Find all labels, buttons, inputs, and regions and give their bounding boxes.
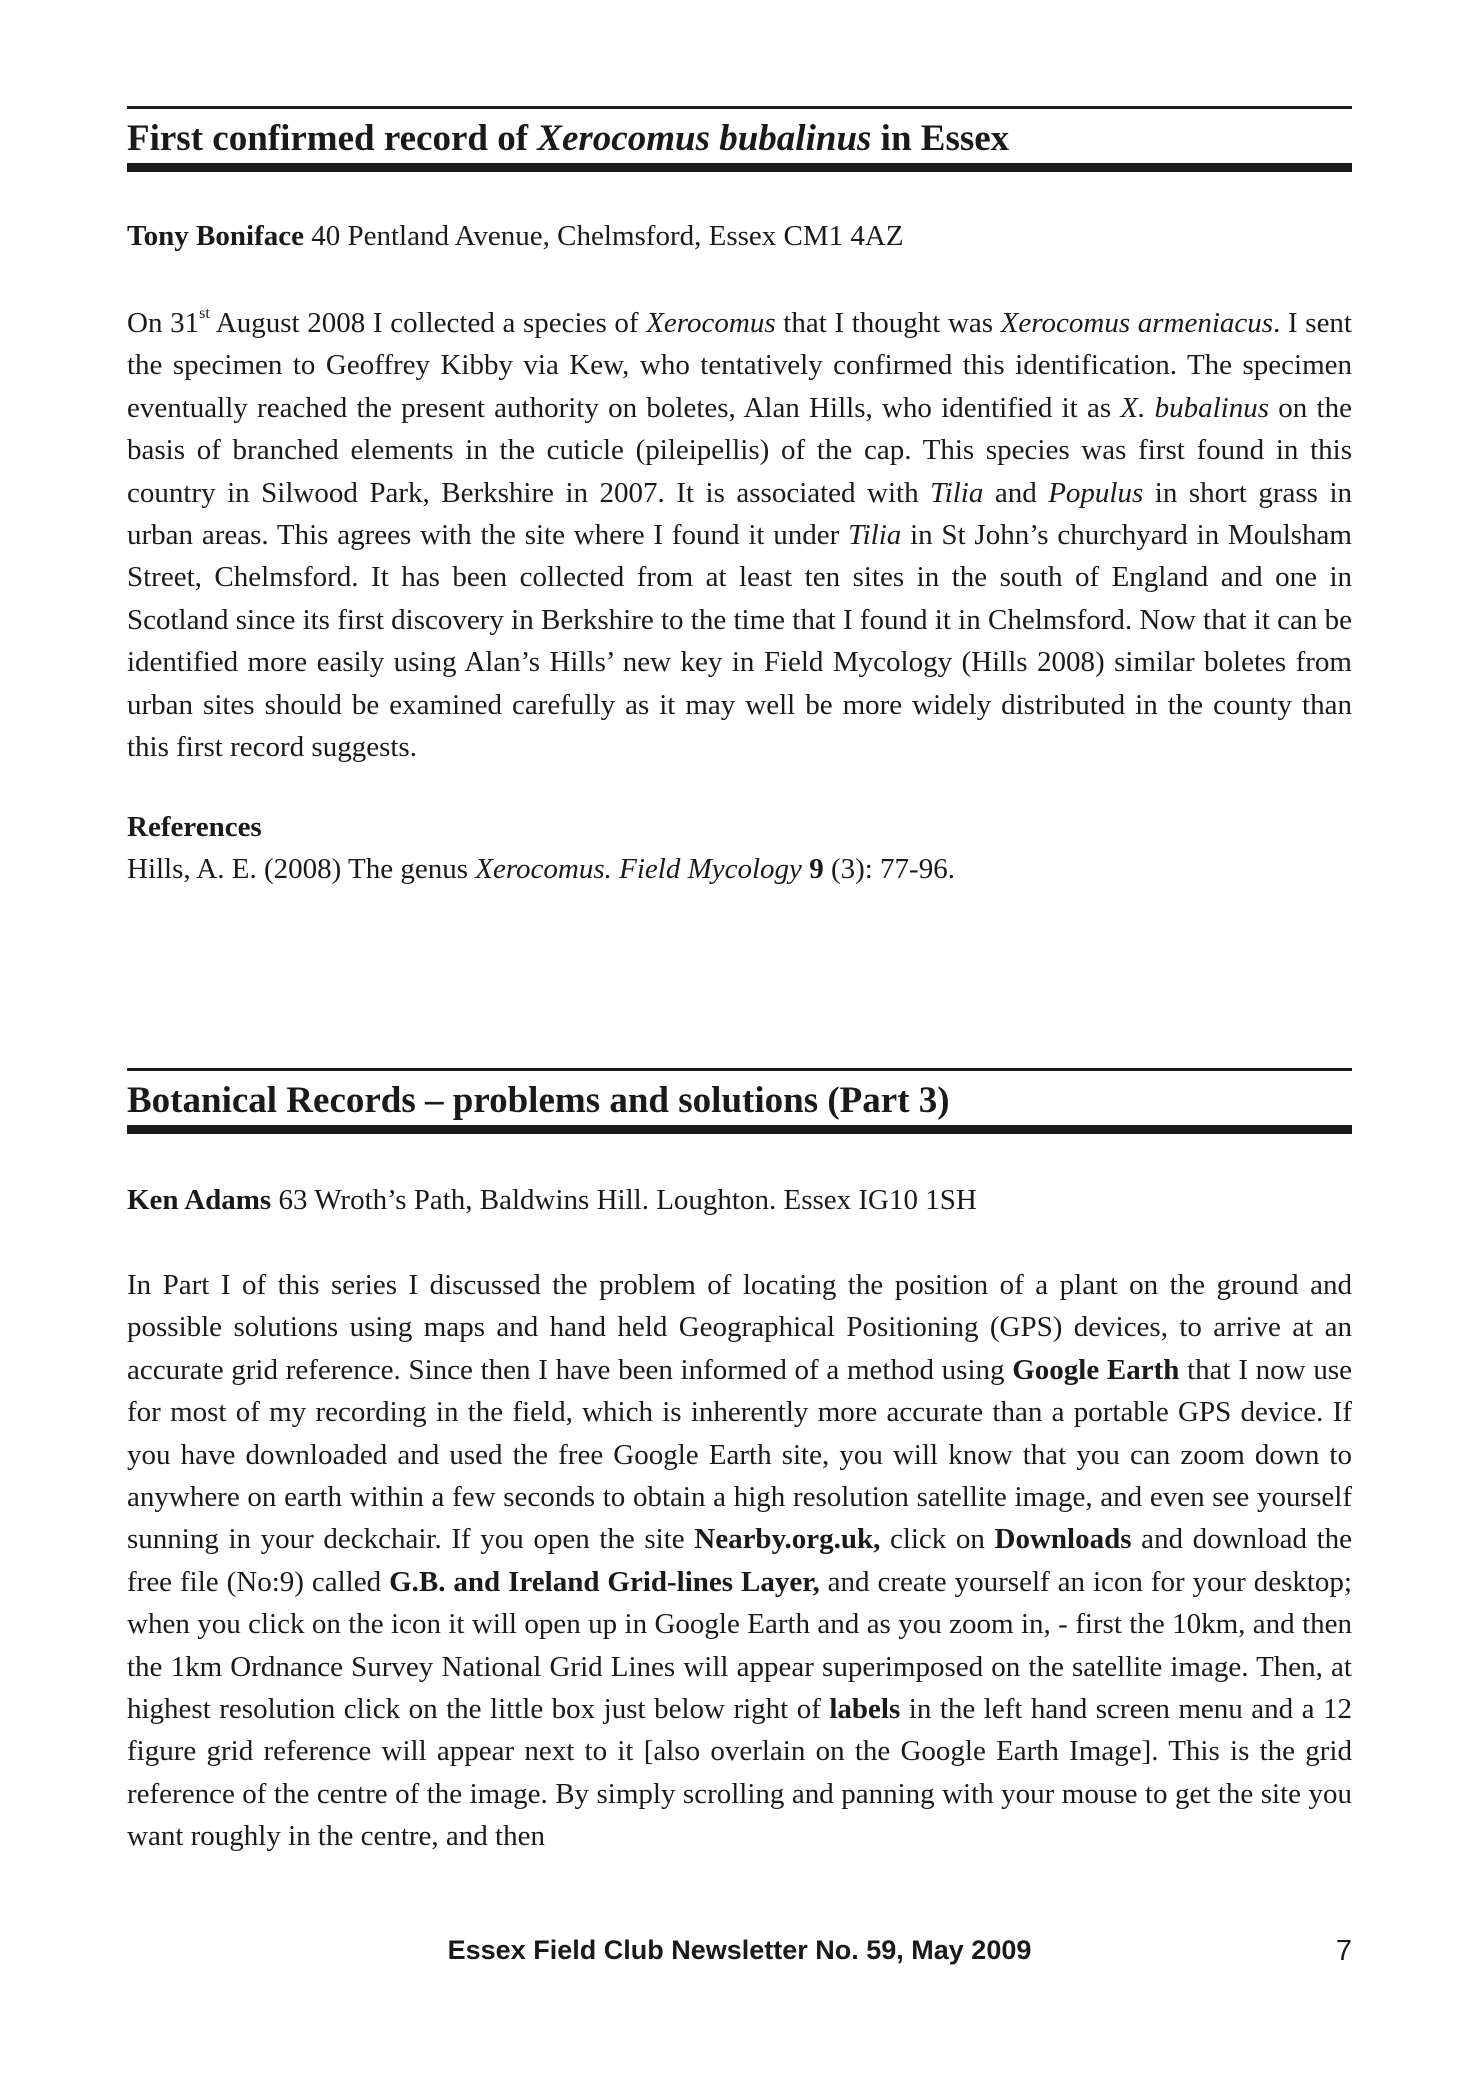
- author-line: [127, 218, 1352, 254]
- reference-entry: Hills, A. E. (2008) The genus Xerocomus. Field Mycology 9 (3): 77-96.: [127, 853, 955, 886]
- author-address: 40 Pentland Avenue, Chelmsford, Essex CM1 4AZ: [304, 220, 904, 252]
- author-address: 63 Wroth’s Path, Baldwins Hill. Loughton. Essex IG10 1SH: [271, 1184, 977, 1216]
- article-title: Botanical Records – problems and solutions (Part 3): [127, 1080, 950, 1121]
- article-botanical-records: [127, 1068, 1352, 1858]
- page-number: 7: [1335, 1935, 1352, 1967]
- author-line: [127, 1182, 1352, 1218]
- article-body-paragraph: In Part I of this series I discussed the problem of locating the position of a plant on the ground and possible solutions using maps and hand held Geographical Positioning (GPS) devices, to arrive at an accurate grid reference. Since then I have been informed of a method using Google Earth that I now use for most of my recording in the field, which is inherently more accurate than a portable GPS device. If you have downloaded and used the free Google Earth site, you will know that you can zoom down to anywhere on earth within a few seconds to obtain a high resolution satellite image, and even see yourself sunning in your deckchair. If you open the site Nearby.org.uk, click on Downloads and download the free file (No:9) called G.B. and Ireland Grid-lines Layer, and create yourself an icon for your desktop; when you click on the icon it will open up in Google Earth and as you zoom in, - first the 10km, and then the 1km Ordnance Survey National Grid Lines will appear superimposed on the satellite image. Then, at highest resolution click on the little box just below right of labels in the left hand screen menu and a 12 figure grid reference will appear next to it [also overlain on the Google Earth Image]. This is the grid reference of the centre of the image. By simply scrolling and panning with your mouse to get the site you want roughly in the centre, and then: [127, 1269, 1353, 1853]
- newsletter-page: [127, 0, 1352, 2100]
- author-name: Tony Boniface: [127, 220, 304, 252]
- article-heading-block: [127, 106, 1352, 172]
- article-title: First confirmed record of Xerocomus bubalinus in Essex: [127, 118, 1010, 159]
- heading-bottom-rule: [127, 163, 1352, 172]
- heading-bottom-rule: [127, 1125, 1352, 1134]
- article-heading-block: [127, 1068, 1352, 1134]
- article-body-paragraph: On 31st August 2008 I collected a species of Xerocomus that I thought was Xerocomus armeniacus. I sent the specimen to Geoffrey Kibby via Kew, who tentatively confirmed this identification. The specimen eventually reached the present authority on boletes, Alan Hills, who identified it as X. bubalinus on the basis of branched elements in the cuticle (pileipellis) of the cap. This species was first found in this country in Silwood Park, Berkshire in 2007. It is associated with Tilia and Populus in short grass in urban areas. This agrees with the site where I found it under Tilia in St John’s churchyard in Moulsham Street, Chelmsford. It has been collected from at least ten sites in the south of England and one in Scotland since its first discovery in Berkshire to the time that I found it in Chelmsford. Now that it can be identified more easily using Alan’s Hills’ new key in Field Mycology (Hills 2008) similar boletes from urban sites should be examined carefully as it may well be more widely distributed in the county than this first record suggests.: [127, 305, 1353, 764]
- newsletter-issue-title: Essex Field Club Newsletter No. 59, May 2009: [447, 1935, 1032, 1965]
- page-footer: [127, 1935, 1352, 1975]
- references-heading: References: [127, 811, 262, 844]
- author-name: Ken Adams: [127, 1184, 272, 1216]
- article-xerocomus: [127, 106, 1352, 890]
